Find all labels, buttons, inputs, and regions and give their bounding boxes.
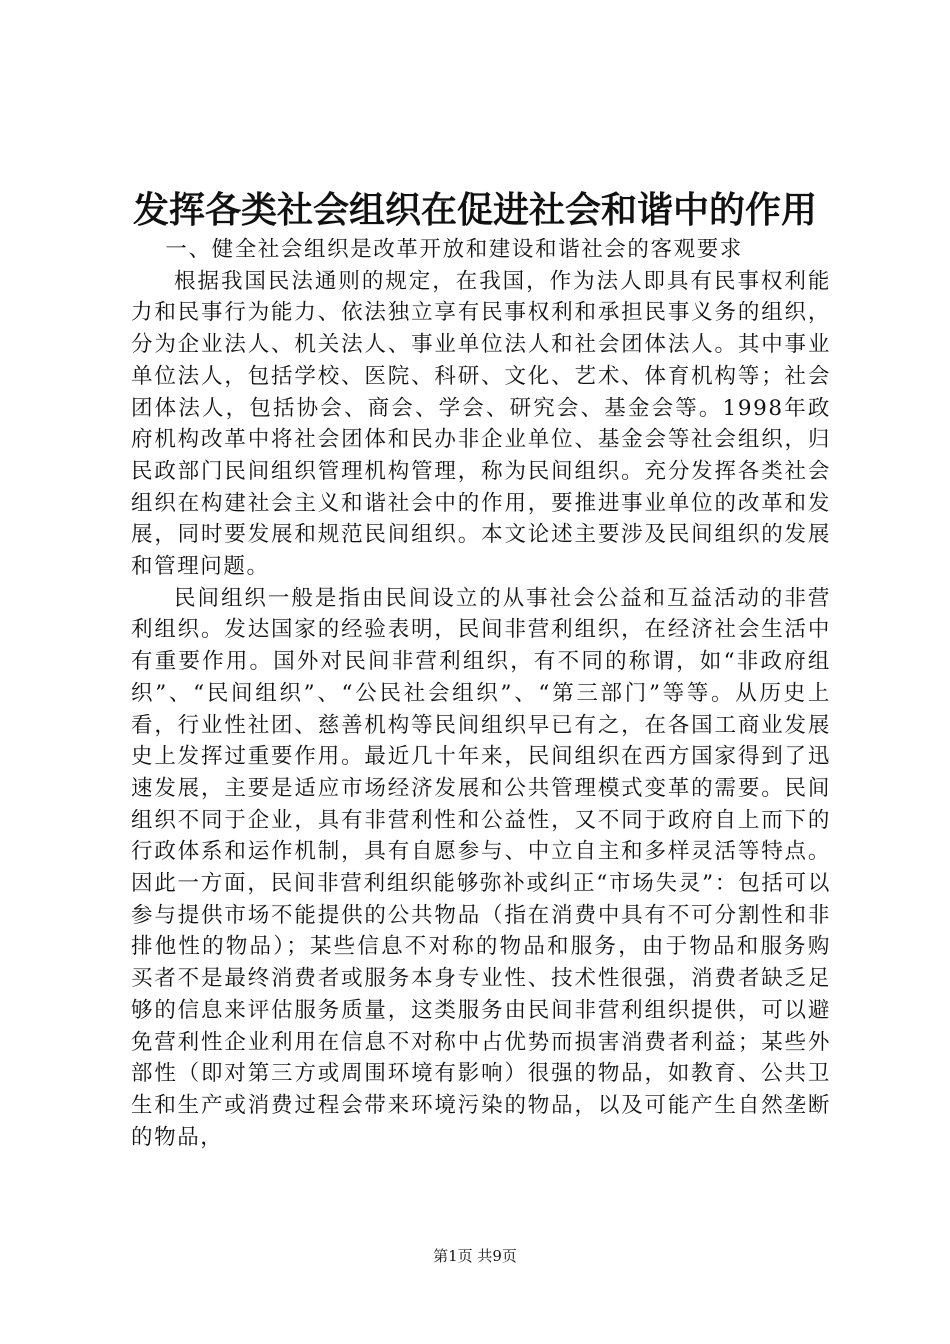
document-body: [131, 234, 831, 1153]
page-number-footer: 第1页 共9页: [433, 1247, 517, 1265]
section-heading: 一、健全社会组织是改革开放和建设和谐社会的客观要求: [165, 237, 743, 262]
body-paragraph-1: 根据我国民法通则的规定，在我国，作为法人即具有民事权利能力和民事行为能力、依法独立享有民事权利和承担民事义务的组织，分为企业法人、机关法人、事业单位法人和社会团体法人。其中事业单位法人，包括学校、医院、科研、文化、艺术、体育机构等；社会团体法人，包括协会、商会、学会、研究会、基金会等。1998年政府机构改革中将社会团体和民办非企业单位、基金会等社会组织，归民政部门民间组织管理机构管理，称为民间组织。充分发挥各类社会组织在构建社会主义和谐社会中的作用，要推进事业单位的改革和发展，同时要发展和规范民间组织。本文论述主要涉及民间组织的发展和管理问题。: [131, 268, 831, 580]
document-title: 发挥各类社会组织在促进社会和谐中的作用: [132, 189, 817, 231]
body-paragraph-2: 民间组织一般是指由民间设立的从事社会公益和互益活动的非营利组织。发达国家的经验表明，民间非营利组织，在经济社会生活中有重要作用。国外对民间非营利组织，有不同的称谓，如“非政府组织”、“民间组织”、“公民社会组织”、“第三部门”等等。从历史上看，行业性社团、慈善机构等民间组织早已有之，在各国工商业发展史上发挥过重要作用。最近几十年来，民间组织在西方国家得到了迅速发展，主要是适应市场经济发展和公共管理模式变革的需要。民间组织不同于企业，具有非营利性和公益性，又不同于政府自上而下的行政体系和运作机制，具有自愿参与、中立自主和多样灵活等特点。因此一方面，民间非营利组织能够弥补或纠正“市场失灵”：包括可以参与提供市场不能提供的公共物品（指在消费中具有不可分割性和非排他性的物品）；某些信息不对称的物品和服务，由于物品和服务购买者不是最终消费者或服务本身专业性、技术性很强，消费者缺乏足够的信息来评估服务质量，这类服务由民间非营利组织提供，可以避免营利性企业利用在信息不对称中占优势而损害消费者利益；某些外部性（即对第三方或周围环境有影响）很强的物品，如教育、公共卫生和生产或消费过程会带来环境污染的物品，以及可能产生自然垄断的物品，: [131, 585, 831, 1150]
